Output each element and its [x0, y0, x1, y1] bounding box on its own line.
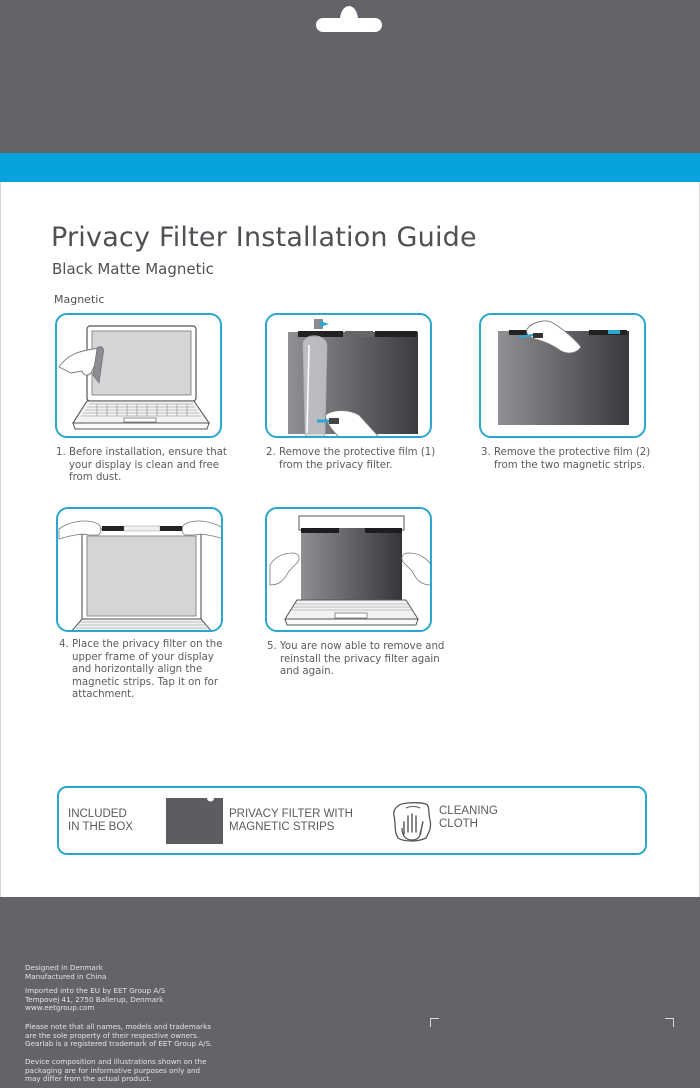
privacy-filter-icon [166, 798, 224, 844]
step-1-text: 1. Before installation, ensure that your display is clean and free from dust. [56, 447, 227, 484]
footer-trademark: Please note that all names, models and trademarks are the sole property of their respective owners. Gearlab is a registered trademark of EET Group A/S. [25, 1022, 213, 1049]
attach-magnetic-strips-icon [58, 509, 223, 632]
reinstall-filter-icon [267, 509, 432, 632]
included-in-box-panel [57, 786, 647, 855]
peel-film-icon [267, 315, 432, 438]
footer-origin: Designed in Denmark Manufactured in China [25, 963, 107, 981]
step-4-text: 4. Place the privacy filter on the upper frame of your display and horizontally align the magnetic strips. Tap it on for attachment. [59, 639, 223, 701]
section-label: Magnetic [54, 293, 105, 306]
included-label: INCLUDED IN THE BOX [68, 808, 133, 833]
privacy-filter-label: PRIVACY FILTER WITH MAGNETIC STRIPS [229, 808, 353, 833]
footer-disclaimer: Device composition and illustrations shown on the packaging are for informative purposes only and may differ from the actual product. [25, 1057, 207, 1084]
step-5-text: 5. You are now able to remove and reinstall the privacy filter again and again. [267, 641, 445, 678]
cleaning-cloth-icon [392, 798, 432, 844]
page-title: Privacy Filter Installation Guide [51, 222, 477, 253]
peel-strip-film-icon [481, 315, 646, 438]
step-1-illustration [55, 313, 222, 438]
step-2-text: 2. Remove the protective film (1) from the privacy filter. [266, 447, 436, 471]
step-5-illustration [265, 507, 432, 632]
step-3-illustration [479, 313, 646, 438]
page-subtitle: Black Matte Magnetic [52, 260, 214, 278]
hang-hole-icon [309, 5, 389, 32]
cleaning-cloth-label: CLEANING CLOTH [439, 805, 498, 830]
footer-importer: Imported into the EU by EET Group A/S Tempovej 41, 2750 Ballerup, Denmark www.eetgroup.com [25, 986, 166, 1013]
crop-mark-left-icon [430, 1018, 439, 1027]
step-4-illustration [56, 507, 223, 632]
packaging-header [0, 0, 700, 153]
step-3-text: 3. Remove the protective film (2) from the two magnetic strips. [481, 447, 651, 471]
crop-mark-right-icon [665, 1018, 674, 1027]
step-2-illustration [265, 313, 432, 438]
laptop-cleaning-icon [57, 315, 222, 438]
accent-band [0, 153, 700, 182]
